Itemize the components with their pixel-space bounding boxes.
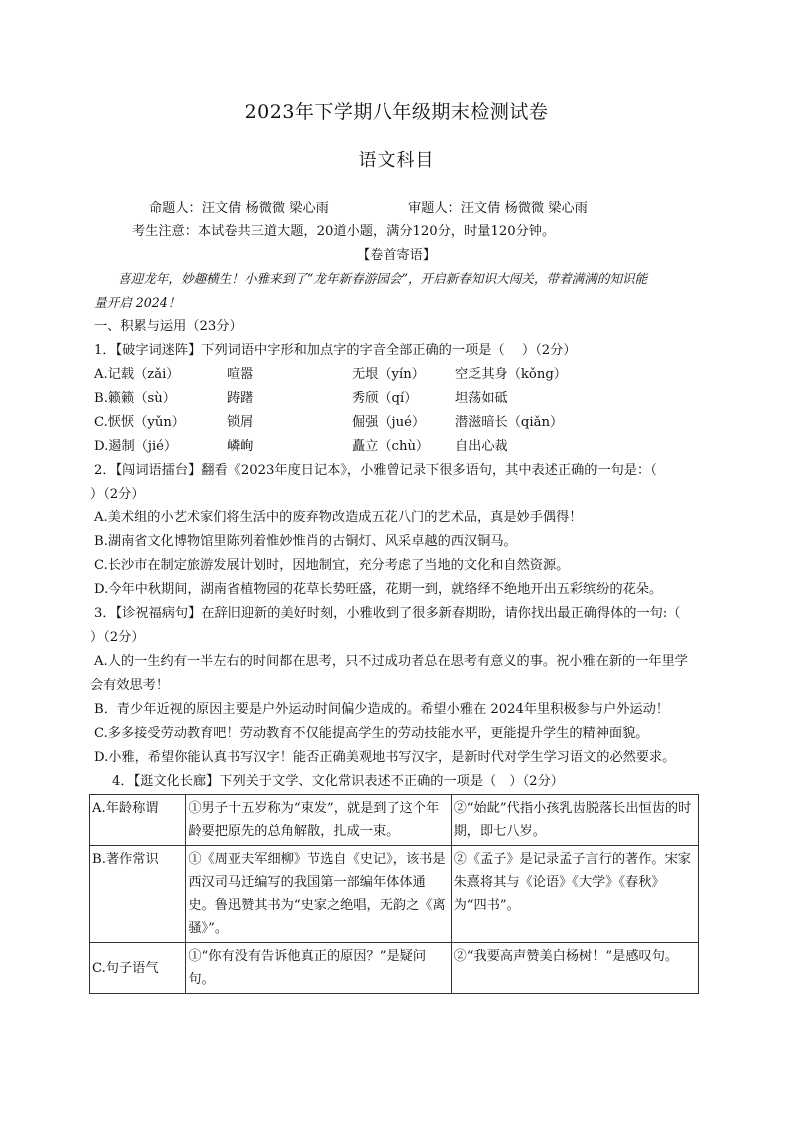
q1-option-b-word4: 坦荡如砥 (455, 391, 508, 406)
q1-option-d-word4: 自出心裁 (455, 439, 508, 454)
q1-option-a-word2: 喧嚣 (227, 367, 254, 382)
left-statement: ①“你有没有告诉他真正的原因？”是疑问句。 (186, 943, 451, 994)
q2-option-c: C.长沙市在制定旅游发展计划时，因地制宜，充分考虑了当地的文化和自然资源。 (94, 558, 570, 573)
q1-option-a: A.记载（zǎi） (94, 367, 180, 382)
q1-option-c: C.恹恹（yǔn） (94, 415, 185, 430)
left-statement: ①男子十五岁称为“束发”，就是到了这个年龄要把原先的总角解散，扎成一束。 (186, 795, 451, 846)
exam-notice: 考生注意：本试卷共三道大题，20道小题，满分120分，时量120分钟。 (132, 224, 556, 239)
q3-option-d: D.小雅，希望你能认真书写汉字！能否正确美观地书写汉字，是新时代对学生学习语文的必然要求。 (94, 750, 676, 765)
q1-option-d: D.遏制（jié） (94, 439, 178, 454)
q3-option-a-cont: 会有效思考！ (90, 678, 170, 693)
question-3-stem-cont: ）（2分） (90, 630, 145, 645)
q2-option-d: D.今年中秋期间，湖南省植物园的花草长势旺盛，花期一到，就络绎不绝地开出五彩缤纷的花朵。 (94, 582, 663, 597)
question-1-stem: 1．【破字词迷阵】下列词语中字形和加点字的字音全部正确的一项是（ ）（2分） (94, 343, 577, 358)
row-label: C.句子语气 (90, 943, 186, 994)
q3-option-a: A.人的一生约有一半左右的时间都在思考，只不过成功者总在思考有意义的事。祝小雅在新的一年里学 (94, 654, 688, 669)
q2-option-a: A.美术组的小艺术家们将生活中的废弃物改造成五花八门的艺术品，真是妙手偶得！ (94, 510, 583, 525)
exam-title: 2023年下学期八年级期末检测试卷 (244, 101, 549, 123)
q3-option-b: B．青少年近视的原因主要是户外运动时间偏少造成的。希望小雅在 2024年里积极参与户外运动！ (94, 702, 669, 717)
q1-option-b-word3: 秀颀（qí） (352, 391, 418, 406)
authors-line: 命题人：汪文倩 杨微微 梁心雨 (149, 201, 329, 216)
right-statement: ②“始龀”代指小孩乳齿脱落长出恒齿的时期，即七八岁。 (451, 795, 698, 846)
table-row (90, 943, 699, 994)
preface-title: 【卷首寄语】 (356, 248, 437, 263)
q1-option-d-word2: 嶙峋 (227, 439, 254, 454)
q2-option-b: B.湖南省文化博物馆里陈列着惟妙惟肖的古铜灯、风采卓越的西汉铜马。 (94, 534, 517, 549)
row-label: A.年龄称谓 (90, 795, 186, 846)
question-2-stem: 2．【闯词语擂台】翻看《2023年度日记本》，小雅曾记录下很多语句，其中表述正确的一句是：（ (94, 463, 657, 478)
culture-knowledge-table (89, 794, 699, 994)
question-4-stem: 4．【逛文化长廊】下列关于文学、文化常识表述不正确的一项是（ ）（2分） (112, 774, 564, 789)
preface-line-2: 量开启 2024！ (94, 295, 181, 310)
row-label: B.著作常识 (90, 846, 186, 943)
q1-option-c-word2: 锁屑 (227, 415, 254, 430)
reviewers-line: 审题人：汪文倩 杨微微 梁心雨 (408, 201, 588, 216)
table-row (90, 846, 699, 943)
q1-option-d-word3: 矗立（chù） (352, 439, 430, 454)
subject-title: 语文科目 (358, 150, 435, 171)
section-heading: 一、积累与运用（23分） (94, 319, 243, 334)
q1-option-c-word3: 倔强（jué） (352, 415, 426, 430)
preface-line-1: 喜迎龙年，妙趣横生！小雅来到了“龙年新春游园会”，开启新春知识大闯关，带着满满的知识能 (118, 271, 648, 286)
right-statement: ②“我要高声赞美白杨树！”是感叹句。 (451, 943, 698, 994)
q1-option-a-word4: 空乏其身（kǒng） (455, 367, 567, 382)
question-2-stem-cont: ）（2分） (90, 487, 145, 502)
q3-option-c: C.多多接受劳动教育吧！劳动教育不仅能提高学生的劳动技能水平，更能提升学生的精神面貌。 (94, 726, 649, 741)
q1-option-b-word2: 踌躇 (227, 391, 254, 406)
q1-option-c-word4: 潜滋暗长（qiǎn） (455, 415, 564, 430)
q1-option-b: B.籁籁（sù） (94, 391, 176, 406)
right-statement: ②《孟子》是记录孟子言行的著作。宋家朱熹将其与《论语》《大学》《春秋》为“四书”。 (451, 846, 698, 943)
left-statement: ①《周亚夫军细柳》节选自《史记》，该书是西汉司马迁编写的我国第一部编年体体通史。鲁迅赞其书为“史家之绝唱，无韵之《离骚》”。 (186, 846, 451, 943)
q1-option-a-word3: 无垠（yín） (352, 367, 425, 382)
question-3-stem: 3．【诊祝福病句】在辞旧迎新的美好时刻，小雅收到了很多新春期盼，请你找出最正确得体的一句:（ (94, 606, 681, 621)
table-row (90, 795, 699, 846)
